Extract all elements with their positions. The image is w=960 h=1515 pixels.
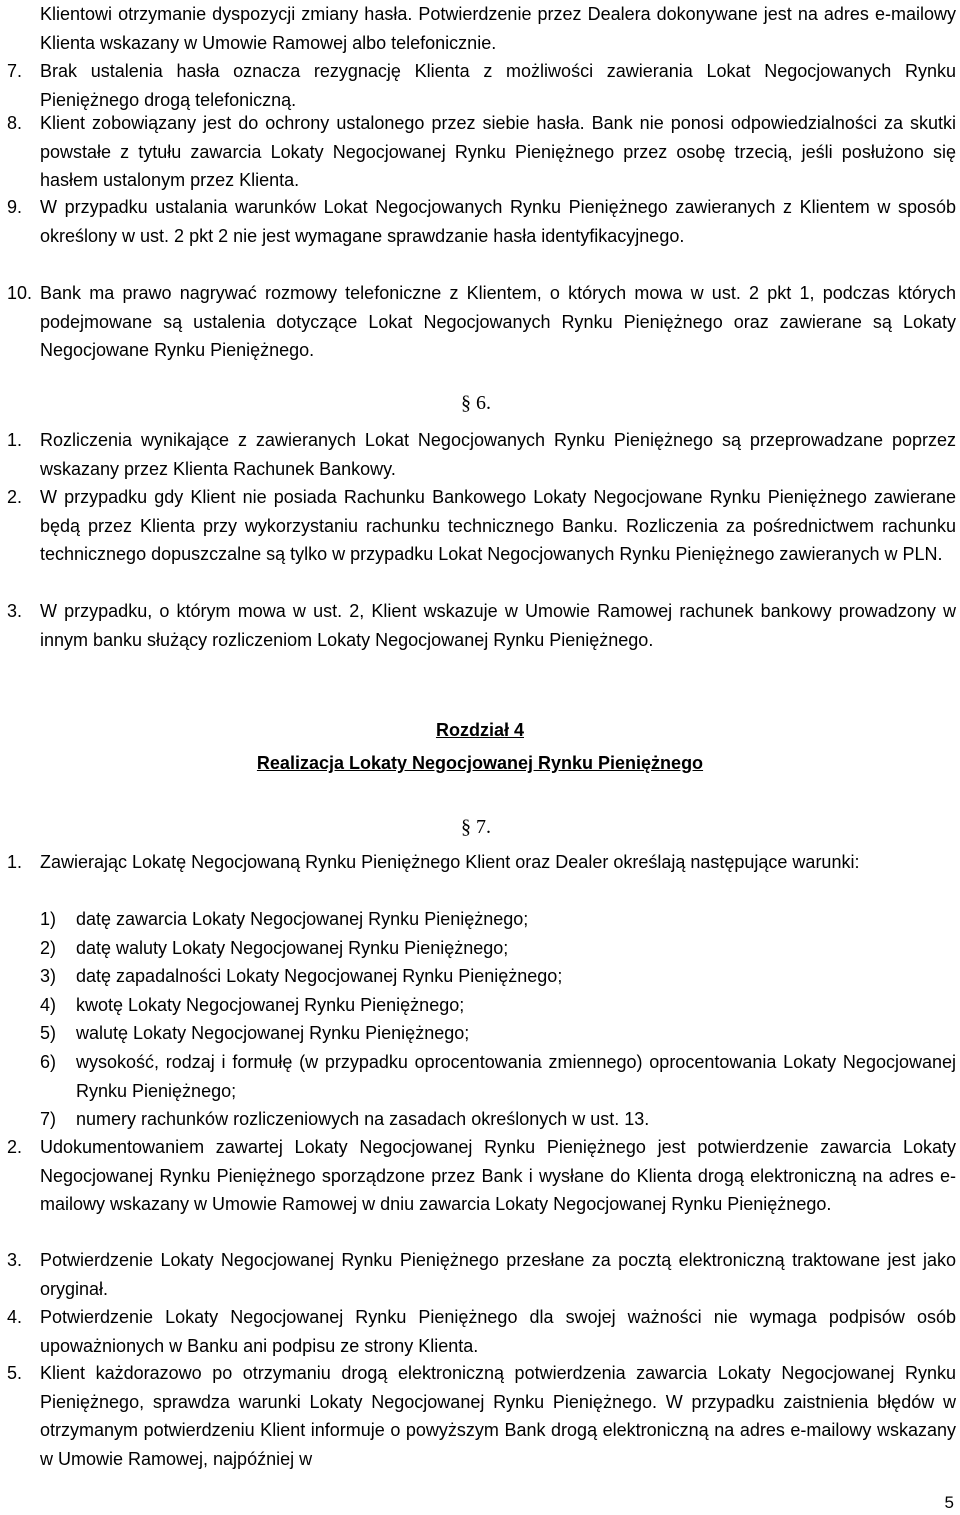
item-text: Potwierdzenie Lokaty Negocjowanej Rynku Pieniężnego przesłane za pocztą elektroniczną traktowane jest jako oryginał. xyxy=(40,1250,956,1299)
item-text: W przypadku gdy Klient nie posiada Rachunku Bankowego Lokaty Negocjowane Rynku Pieniężnego zawierane będą przez Klienta przy wykorzystaniu rachunku technicznego Banku. Rozliczenia za pośrednictwem rachunku technicznego dopuszczalne są tylko w przypadku Lokat Negocjowanych Rynku Pieniężnego zawieranych w PLN. xyxy=(40,487,956,564)
item-number: 8. xyxy=(7,113,23,133)
item-text: Bank ma prawo nagrywać rozmowy telefoniczne z Klientem, o których mowa w ust. 2 pkt 1, podczas których podejmowane są ustalenia dotyczące Lokat Negocjowanych Rynku Pieniężnego oraz zawierane są Lokaty Negocjowane Rynku Pieniężnego. xyxy=(40,283,956,360)
item-number: 2. xyxy=(7,1137,23,1157)
item-text: W przypadku, o którym mowa w ust. 2, Klient wskazuje w Umowie Ramowej rachunek bankowy prowadzony w innym banku służący rozliczeniom Lokaty Negocjowanej Rynku Pieniężnego. xyxy=(40,601,956,650)
item-text: Potwierdzenie Lokaty Negocjowanej Rynku Pieniężnego dla swojej ważności nie wymaga podpisów osób upoważnionych w Banku ani podpisu ze strony Klienta. xyxy=(40,1307,956,1356)
item-number: 9. xyxy=(7,197,23,217)
sub-item-text: datę zapadalności Lokaty Negocjowanej Rynku Pieniężnego; xyxy=(76,966,563,986)
sub-item-text: datę zawarcia Lokaty Negocjowanej Rynku Pieniężnego; xyxy=(76,909,529,929)
item-number: 5. xyxy=(7,1363,23,1383)
sub-item-number: 1) xyxy=(40,909,57,929)
item-text: Zawierając Lokatę Negocjowaną Rynku Pieniężnego Klient oraz Dealer określają następujące warunki: xyxy=(40,852,860,872)
item-number: 4. xyxy=(7,1307,23,1327)
item-number: 1. xyxy=(7,430,23,450)
sub-item-text: numery rachunków rozliczeniowych na zasadach określonych w ust. 13. xyxy=(76,1109,650,1129)
item-number: 3. xyxy=(7,1250,23,1270)
page-number: 5 xyxy=(944,1493,954,1512)
item-number: 10. xyxy=(7,283,33,303)
sub-item-text: walutę Lokaty Negocjowanej Rynku Pieniężnego; xyxy=(76,1023,470,1043)
item-number: 1. xyxy=(7,852,23,872)
item-text: Klient każdorazowo po otrzymaniu drogą elektroniczną potwierdzenia zawarcia Lokaty Negocjowanej Rynku Pieniężnego, sprawdza warunki Lokaty Negocjowanej Rynku Pieniężnego. W przypadku zaistnienia błędów w otrzymanym potwierdzeniu Klient informuje o powyższym Bank drogą elektroniczną na adres e-mailowy wskazany w Umowie Ramowej, najpóźniej w xyxy=(40,1363,956,1469)
section-mark: § 7. xyxy=(461,816,491,838)
sub-item-number: 5) xyxy=(40,1023,57,1043)
item-text: Klient zobowiązany jest do ochrony ustalonego przez siebie hasła. Bank nie ponosi odpowiedzialności za skutki powstałe z tytułu zawarcia Lokaty Negocjowanej Rynku Pieniężnego przez osobę trzecią, jeśli posłużono się hasłem ustalonym przez Klienta. xyxy=(40,113,956,190)
sub-item-number: 2) xyxy=(40,938,57,958)
chapter-number: Rozdział 4 xyxy=(435,720,524,740)
section-mark: § 6. xyxy=(461,392,491,414)
item-text: W przypadku ustalania warunków Lokat Negocjowanych Rynku Pieniężnego zawieranych z Klientem w sposób określony w ust. 2 pkt 2 nie jest wymagane sprawdzanie hasła identyfikacyjnego. xyxy=(40,197,956,246)
item-number: 2. xyxy=(7,487,23,507)
sub-item-number: 4) xyxy=(40,995,57,1015)
sub-item-text: kwotę Lokaty Negocjowanej Rynku Pieniężnego; xyxy=(76,995,465,1015)
sub-item-number: 7) xyxy=(40,1109,57,1129)
chapter-title: Realizacja Lokaty Negocjowanej Rynku Pieniężnego xyxy=(256,753,704,773)
item-text: Brak ustalenia hasła oznacza rezygnację Klienta z możliwości zawierania Lokat Negocjowanych Rynku Pieniężnego drogą telefoniczną. xyxy=(40,61,956,110)
continuation-paragraph: Klientowi otrzymanie dyspozycji zmiany hasła. Potwierdzenie przez Dealera dokonywane jest na adres e-mailowy Klienta wskazany w Umowie Ramowej albo telefonicznie. xyxy=(40,4,956,53)
item-text: Rozliczenia wynikające z zawieranych Lokat Negocjowanych Rynku Pieniężnego są przeprowadzane poprzez wskazany przez Klienta Rachunek Bankowy. xyxy=(40,430,956,479)
sub-item-number: 3) xyxy=(40,966,57,986)
item-number: 7. xyxy=(7,61,23,81)
item-number: 3. xyxy=(7,601,23,621)
sub-item-number: 6) xyxy=(40,1052,57,1072)
item-text: Udokumentowaniem zawartej Lokaty Negocjowanej Rynku Pieniężnego jest potwierdzenie zawarcia Lokaty Negocjowanej Rynku Pieniężnego sporządzone przez Bank i wysłane do Klienta drogą elektroniczną na adres e-mailowy wskazany w Umowie Ramowej w dniu zawarcia Lokaty Negocjowanej Rynku Pieniężnego. xyxy=(40,1137,956,1214)
sub-item-text: wysokość, rodzaj i formułę (w przypadku oprocentowania zmiennego) oprocentowania Lokaty Negocjowanej Rynku Pieniężnego; xyxy=(76,1052,956,1101)
sub-item-text: datę waluty Lokaty Negocjowanej Rynku Pieniężnego; xyxy=(76,938,509,958)
